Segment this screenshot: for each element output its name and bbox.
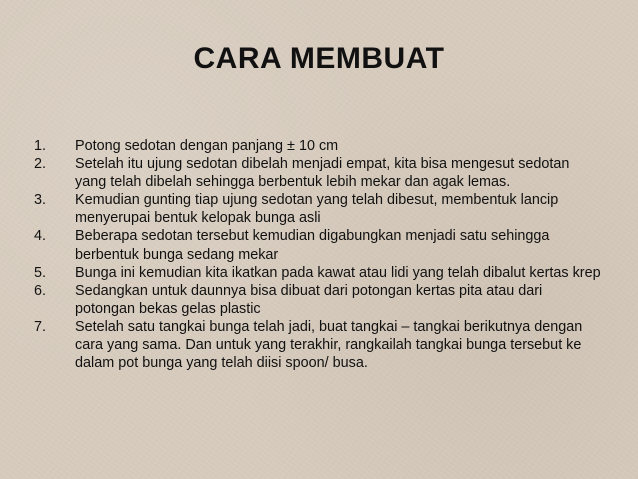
step-item — [34, 227, 604, 263]
step-number: 3. — [34, 192, 47, 209]
step-number: 5. — [34, 264, 47, 281]
step-text: Beberapa sedotan tersebut kemudian digabungkan menjadi satu sehingga berbentuk bunga sedang mekar — [75, 228, 550, 263]
step-number: 7. — [34, 318, 47, 335]
step-number: 2. — [34, 156, 47, 173]
step-item — [34, 137, 604, 155]
step-text: Setelah itu ujung sedotan dibelah menjadi empat, kita bisa mengesut sedotan yang telah dibelah sehingga berbentuk lebih mekar dan agak lemas. — [75, 156, 570, 191]
step-text: Potong sedotan dengan panjang ± 10 cm — [75, 138, 339, 154]
step-number: 6. — [34, 282, 47, 299]
step-text: Sedangkan untuk daunnya bisa dibuat dari potongan kertas pita atau dari potongan bekas gelas plastic — [75, 282, 543, 317]
step-item — [34, 318, 604, 372]
slide-title: CARA MEMBUAT — [193, 42, 445, 75]
steps-list — [34, 137, 604, 372]
step-item — [34, 264, 604, 282]
step-text: Bunga ini kemudian kita ikatkan pada kawat atau lidi yang telah dibalut kertas krep — [75, 264, 601, 281]
step-number: 1. — [34, 138, 47, 154]
step-item — [34, 191, 604, 227]
step-item — [34, 282, 604, 318]
step-text: Kemudian gunting tiap ujung sedotan yang telah dibesut, membentuk lancip menyerupai bentuk kelopak bunga asli — [75, 192, 559, 227]
step-number: 4. — [34, 228, 47, 245]
step-text: Setelah satu tangkai bunga telah jadi, buat tangkai – tangkai berikutnya dengan cara yang sama. Dan untuk yang terakhir, rangkailah tangkai bunga tersebut ke dalam pot bunga yang telah diisi spoon/ busa. — [75, 318, 583, 372]
step-item — [34, 155, 604, 191]
